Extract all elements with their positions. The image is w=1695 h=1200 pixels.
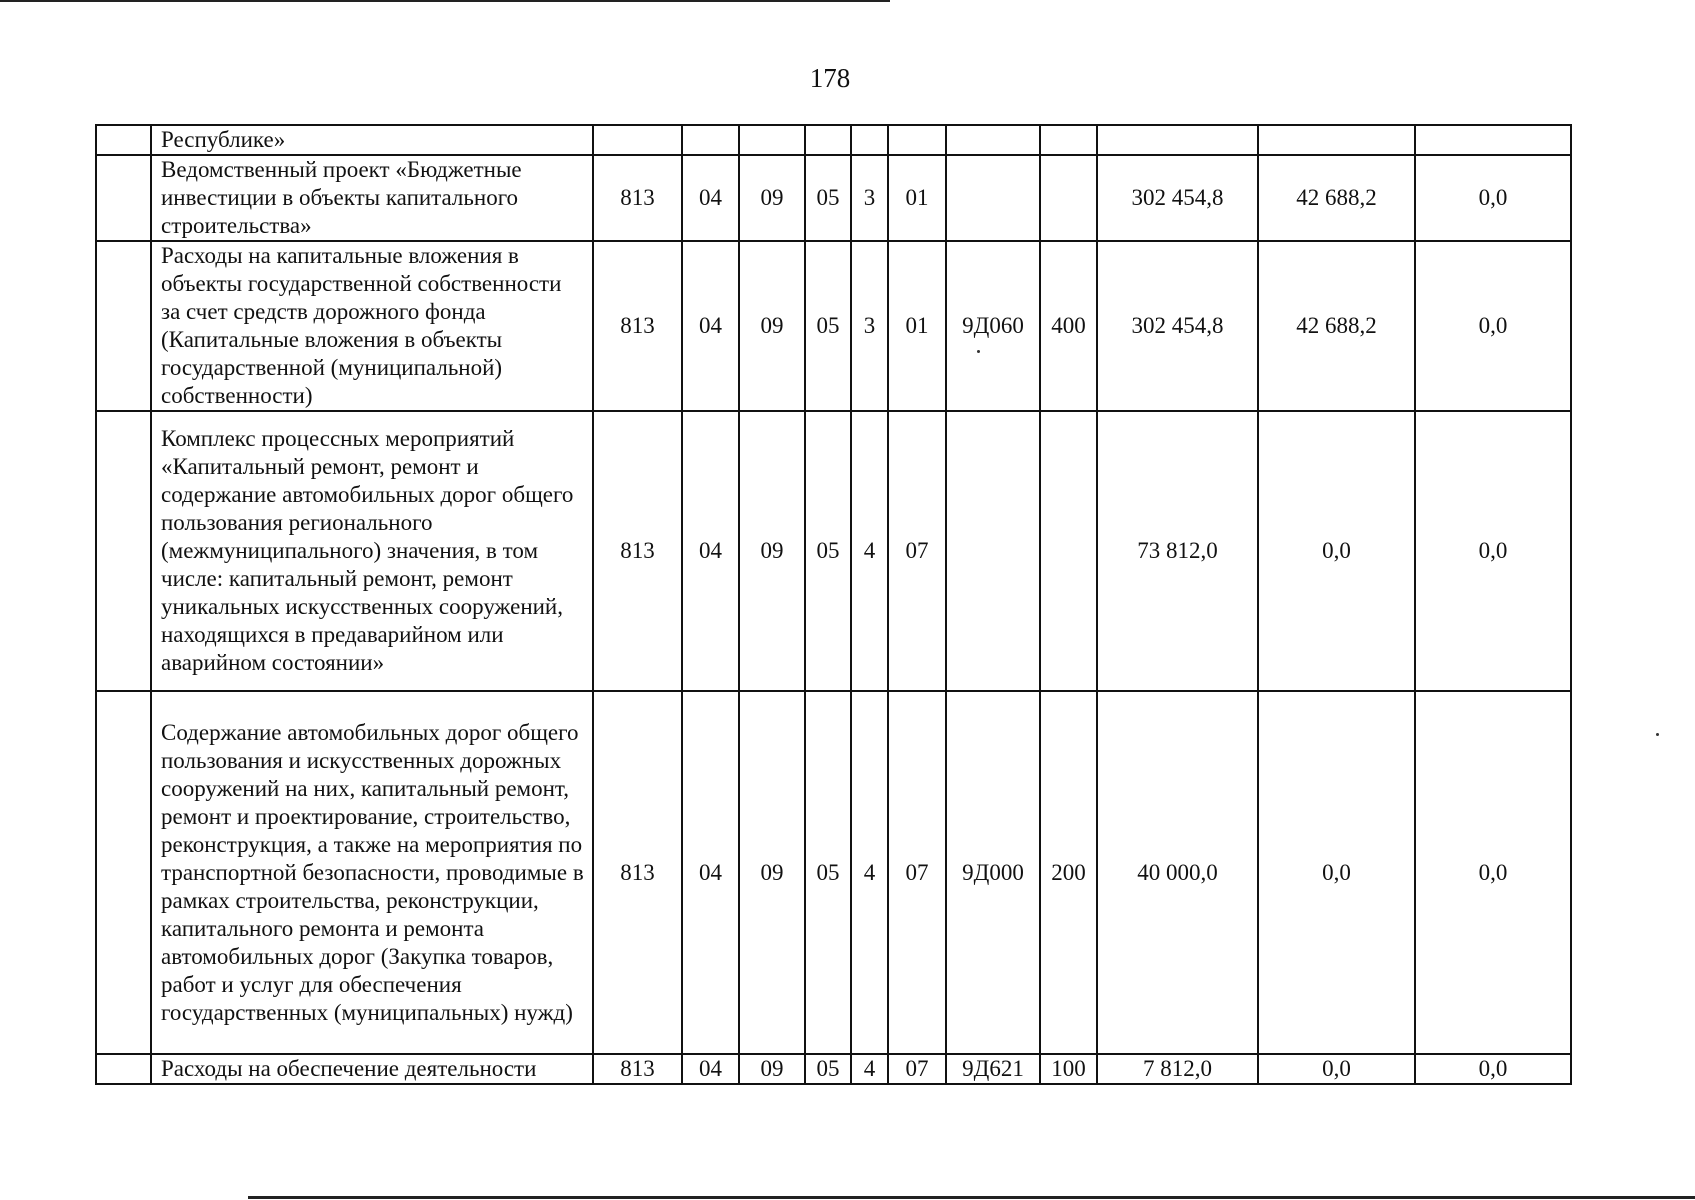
csr-part2-cell: 4: [851, 1054, 888, 1084]
value-year1-cell: [1097, 125, 1258, 155]
gr-cell: 813: [593, 411, 682, 691]
value-year3-cell: 0,0: [1415, 1054, 1571, 1084]
value-year1-cell: 7 812,0: [1097, 1054, 1258, 1084]
csr-part4-cell: 9Д060: [946, 241, 1040, 411]
rz-cell: 04: [682, 1054, 739, 1084]
csr-part1-cell: [805, 125, 851, 155]
description-cell: Республике»: [151, 125, 593, 155]
csr-part1-cell: 05: [805, 241, 851, 411]
vr-cell: 100: [1040, 1054, 1097, 1084]
csr-part4-cell: 9Д621: [946, 1054, 1040, 1084]
csr-part1-cell: 05: [805, 691, 851, 1054]
vr-cell: 400: [1040, 241, 1097, 411]
vr-cell: [1040, 125, 1097, 155]
csr-part3-cell: 07: [888, 1054, 946, 1084]
value-year1-cell: 40 000,0: [1097, 691, 1258, 1054]
csr-part3-cell: 07: [888, 411, 946, 691]
value-year2-cell: 0,0: [1258, 411, 1415, 691]
scan-top-edge-line: [0, 0, 890, 2]
csr-part4-cell: 9Д000: [946, 691, 1040, 1054]
scan-bottom-edge-line: [248, 1196, 1695, 1199]
table-row: [96, 155, 1571, 241]
csr-part3-cell: 01: [888, 155, 946, 241]
page-number: 178: [809, 63, 851, 93]
rz-cell: 04: [682, 155, 739, 241]
csr-part2-cell: [851, 125, 888, 155]
csr-part4-cell: [946, 155, 1040, 241]
value-year3-cell: 0,0: [1415, 691, 1571, 1054]
row-index-cell: [96, 691, 151, 1054]
budget-table: [95, 124, 1572, 1085]
value-year2-cell: [1258, 125, 1415, 155]
value-year2-cell: 42 688,2: [1258, 155, 1415, 241]
table-row: [96, 691, 1571, 1054]
csr-part1-cell: 05: [805, 411, 851, 691]
pr-cell: 09: [739, 1054, 805, 1084]
table-row: [96, 125, 1571, 155]
row-index-cell: [96, 1054, 151, 1084]
csr-part4-cell: [946, 411, 1040, 691]
scan-speck: [977, 350, 980, 353]
gr-cell: [593, 125, 682, 155]
vr-cell: [1040, 411, 1097, 691]
csr-part2-cell: 3: [851, 241, 888, 411]
csr-part2-cell: 4: [851, 691, 888, 1054]
gr-cell: 813: [593, 1054, 682, 1084]
vr-cell: [1040, 155, 1097, 241]
table-row: [96, 241, 1571, 411]
value-year1-cell: 73 812,0: [1097, 411, 1258, 691]
pr-cell: 09: [739, 155, 805, 241]
description-cell: Содержание автомобильных дорог общего пользования и искусственных дорожных сооружений на них, капитальный ремонт, ремонт и проектирование, строительство, реконструкция, а также на мероприятия по транспортной безопасности, проводимые в рамках строительства, реконструкции, капитального ремонта и ремонта автомобильных дорог (Закупка товаров, работ и услуг для обеспечения государственных (муниципальных) нужд): [151, 691, 593, 1054]
csr-part1-cell: 05: [805, 155, 851, 241]
value-year2-cell: 0,0: [1258, 691, 1415, 1054]
rz-cell: 04: [682, 691, 739, 1054]
rz-cell: 04: [682, 241, 739, 411]
csr-part2-cell: 3: [851, 155, 888, 241]
value-year3-cell: 0,0: [1415, 155, 1571, 241]
value-year3-cell: 0,0: [1415, 411, 1571, 691]
pr-cell: 09: [739, 241, 805, 411]
csr-part3-cell: 07: [888, 691, 946, 1054]
vr-cell: 200: [1040, 691, 1097, 1054]
value-year1-cell: 302 454,8: [1097, 155, 1258, 241]
description-cell: Комплекс процессных мероприятий «Капитальный ремонт, ремонт и содержание автомобильных дорог общего пользования регионального (межмуниципального) значения, в том числе: капитальный ремонт, ремонт уникальных искусственных сооружений, находящихся в предаварийном или аварийном состоянии»: [151, 411, 593, 691]
pr-cell: 09: [739, 691, 805, 1054]
row-index-cell: [96, 241, 151, 411]
table-row: [96, 411, 1571, 691]
rz-cell: [682, 125, 739, 155]
row-index-cell: [96, 155, 151, 241]
gr-cell: 813: [593, 241, 682, 411]
description-cell: Расходы на капитальные вложения в объекты государственной собственности за счет средств дорожного фонда (Капитальные вложения в объекты государственной (муниципальной) собственности): [151, 241, 593, 411]
pr-cell: [739, 125, 805, 155]
row-index-cell: [96, 125, 151, 155]
rz-cell: 04: [682, 411, 739, 691]
csr-part2-cell: 4: [851, 411, 888, 691]
scan-speck: [1656, 733, 1659, 736]
value-year3-cell: [1415, 125, 1571, 155]
gr-cell: 813: [593, 691, 682, 1054]
csr-part3-cell: [888, 125, 946, 155]
value-year2-cell: 42 688,2: [1258, 241, 1415, 411]
value-year1-cell: 302 454,8: [1097, 241, 1258, 411]
row-index-cell: [96, 411, 151, 691]
csr-part4-cell: [946, 125, 1040, 155]
value-year2-cell: 0,0: [1258, 1054, 1415, 1084]
csr-part3-cell: 01: [888, 241, 946, 411]
csr-part1-cell: 05: [805, 1054, 851, 1084]
description-cell: Ведомственный проект «Бюджетные инвестиции в объекты капитального строительства»: [151, 155, 593, 241]
value-year3-cell: 0,0: [1415, 241, 1571, 411]
table-row: [96, 1054, 1571, 1084]
pr-cell: 09: [739, 411, 805, 691]
gr-cell: 813: [593, 155, 682, 241]
description-cell: Расходы на обеспечение деятельности: [151, 1054, 593, 1084]
